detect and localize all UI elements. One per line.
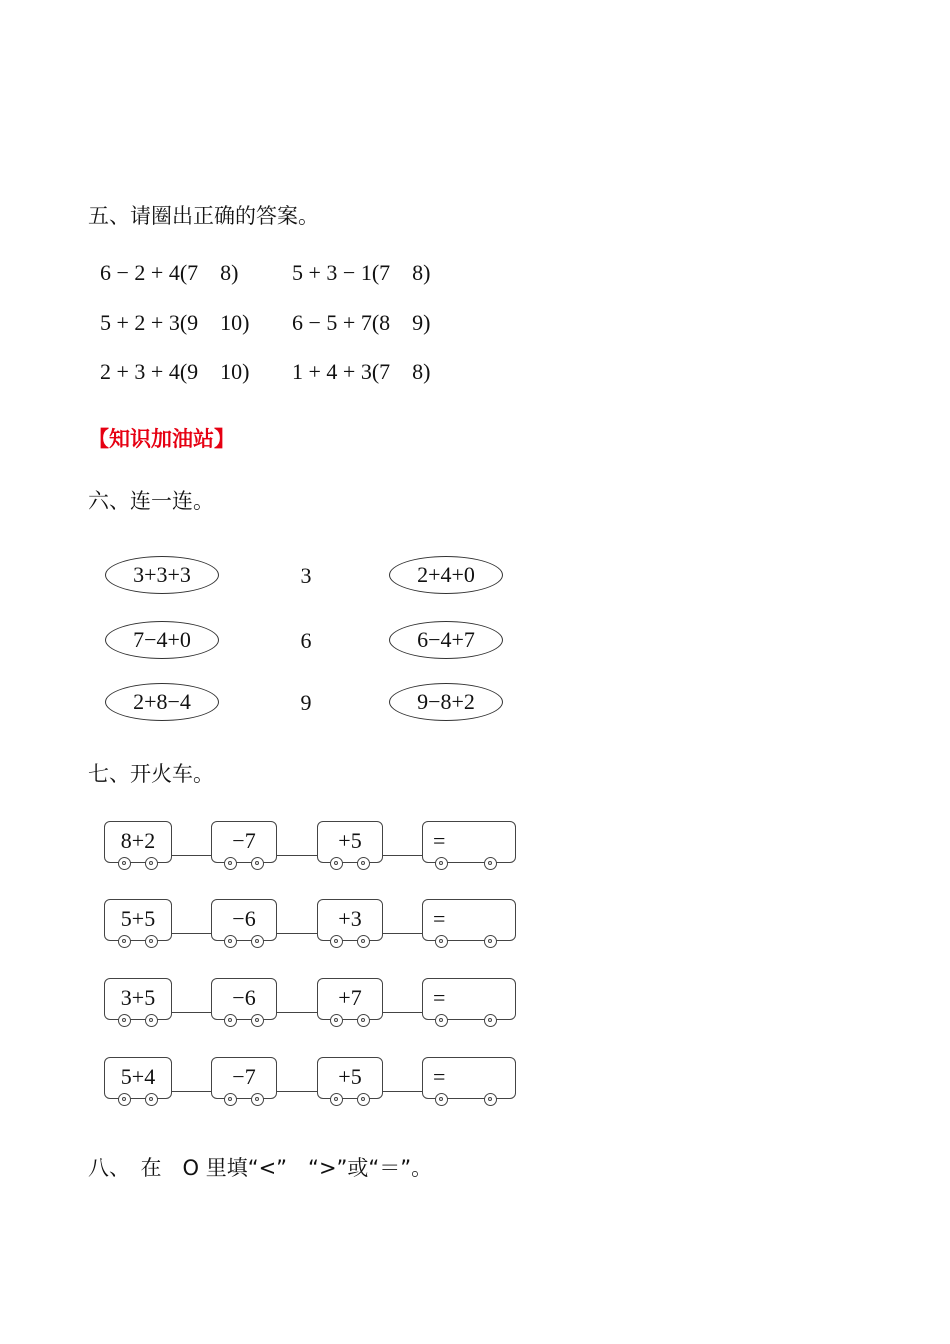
car-label: +7 (338, 985, 362, 1010)
coupling-line (172, 855, 212, 856)
train-car-answer[interactable] (422, 978, 516, 1020)
train-car-answer[interactable] (422, 899, 516, 941)
train-car-op2 (317, 978, 383, 1020)
wheel-icon (357, 1093, 370, 1106)
wheel-icon (484, 857, 497, 870)
car-label: = (433, 828, 446, 853)
wheel-icon (484, 1093, 497, 1106)
car-label: +5 (338, 1064, 362, 1089)
train-car-answer[interactable] (422, 821, 516, 863)
coupling-line (276, 1091, 318, 1092)
coupling-line (276, 933, 318, 934)
section5-heading: 五、请圈出正确的答案。 (88, 204, 319, 228)
coupling-line (382, 855, 424, 856)
train-car-op1 (211, 978, 277, 1020)
target-number[interactable]: 3 (300, 563, 312, 588)
left-expression-oval[interactable]: 7−4+0 (105, 621, 219, 659)
wheel-icon (251, 935, 264, 948)
train-car-answer[interactable] (422, 1057, 516, 1099)
coupling-line (172, 1012, 212, 1013)
car-label: 8+2 (120, 828, 156, 853)
math-row-2-right: 6 − 5 + 7(8 9) (292, 310, 431, 335)
wheel-icon (330, 857, 343, 870)
coupling-line (382, 1091, 424, 1092)
wheel-icon (145, 1014, 158, 1027)
wheel-icon (224, 1014, 237, 1027)
train-row (104, 821, 516, 871)
train-car-start (104, 1057, 172, 1099)
left-expression-oval[interactable]: 2+8−4 (105, 683, 219, 721)
train-car-op2 (317, 821, 383, 863)
math-row-1-right: 5 + 3 − 1(7 8) (292, 260, 431, 285)
coupling-line (276, 1012, 318, 1013)
coupling-line (382, 933, 424, 934)
train-row (104, 1057, 516, 1107)
math-row-3-right: 1 + 4 + 3(7 8) (292, 359, 431, 384)
wheel-icon (224, 935, 237, 948)
knowledge-station-title: 【知识加油站】 (88, 427, 235, 451)
wheel-icon (435, 1093, 448, 1106)
wheel-icon (251, 1014, 264, 1027)
wheel-icon (357, 1014, 370, 1027)
car-label: = (433, 1064, 446, 1089)
math-row-3-left: 2 + 3 + 4(9 10) (100, 359, 250, 384)
car-label: −7 (232, 1064, 256, 1089)
wheel-icon (145, 857, 158, 870)
section7-heading: 七、开火车。 (88, 762, 214, 786)
right-expression-oval[interactable]: 2+4+0 (389, 556, 503, 594)
wheel-icon (330, 1093, 343, 1106)
wheel-icon (435, 935, 448, 948)
car-label: +5 (338, 828, 362, 853)
train-car-start (104, 978, 172, 1020)
wheel-icon (224, 857, 237, 870)
coupling-line (276, 855, 318, 856)
right-expression-oval[interactable]: 6−4+7 (389, 621, 503, 659)
coupling-line (172, 1091, 212, 1092)
math-row-2-left: 5 + 2 + 3(9 10) (100, 310, 250, 335)
train-car-op2 (317, 1057, 383, 1099)
coupling-line (172, 933, 212, 934)
coupling-line (382, 1012, 424, 1013)
car-label: −6 (232, 906, 256, 931)
train-car-op2 (317, 899, 383, 941)
right-expression-oval[interactable]: 9−8+2 (389, 683, 503, 721)
train-row (104, 899, 516, 949)
car-label: +3 (338, 906, 362, 931)
car-label: 5+4 (120, 1064, 156, 1089)
car-label: = (433, 906, 446, 931)
train-car-op1 (211, 1057, 277, 1099)
car-label: −7 (232, 828, 256, 853)
train-car-start (104, 899, 172, 941)
wheel-icon (484, 935, 497, 948)
car-label: = (433, 985, 446, 1010)
wheel-icon (484, 1014, 497, 1027)
train-row (104, 978, 516, 1028)
wheel-icon (435, 857, 448, 870)
car-label: 3+5 (120, 985, 156, 1010)
train-car-op1 (211, 821, 277, 863)
wheel-icon (330, 1014, 343, 1027)
wheel-icon (330, 935, 343, 948)
wheel-icon (118, 1014, 131, 1027)
wheel-icon (224, 1093, 237, 1106)
wheel-icon (118, 1093, 131, 1106)
wheel-icon (251, 857, 264, 870)
target-number[interactable]: 6 (300, 628, 312, 653)
left-expression-oval[interactable]: 3+3+3 (105, 556, 219, 594)
train-car-start (104, 821, 172, 863)
math-row-1-left: 6 − 2 + 4(7 8) (100, 260, 239, 285)
car-label: 5+5 (120, 906, 156, 931)
train-car-op1 (211, 899, 277, 941)
section8-heading: 八、 在 O 里填“<” “>”或“＝”。 (88, 1156, 433, 1180)
wheel-icon (118, 857, 131, 870)
wheel-icon (435, 1014, 448, 1027)
wheel-icon (357, 857, 370, 870)
target-number[interactable]: 9 (300, 690, 312, 715)
section6-heading: 六、连一连。 (88, 489, 214, 513)
wheel-icon (145, 935, 158, 948)
wheel-icon (251, 1093, 264, 1106)
wheel-icon (118, 935, 131, 948)
car-label: −6 (232, 985, 256, 1010)
wheel-icon (145, 1093, 158, 1106)
wheel-icon (357, 935, 370, 948)
